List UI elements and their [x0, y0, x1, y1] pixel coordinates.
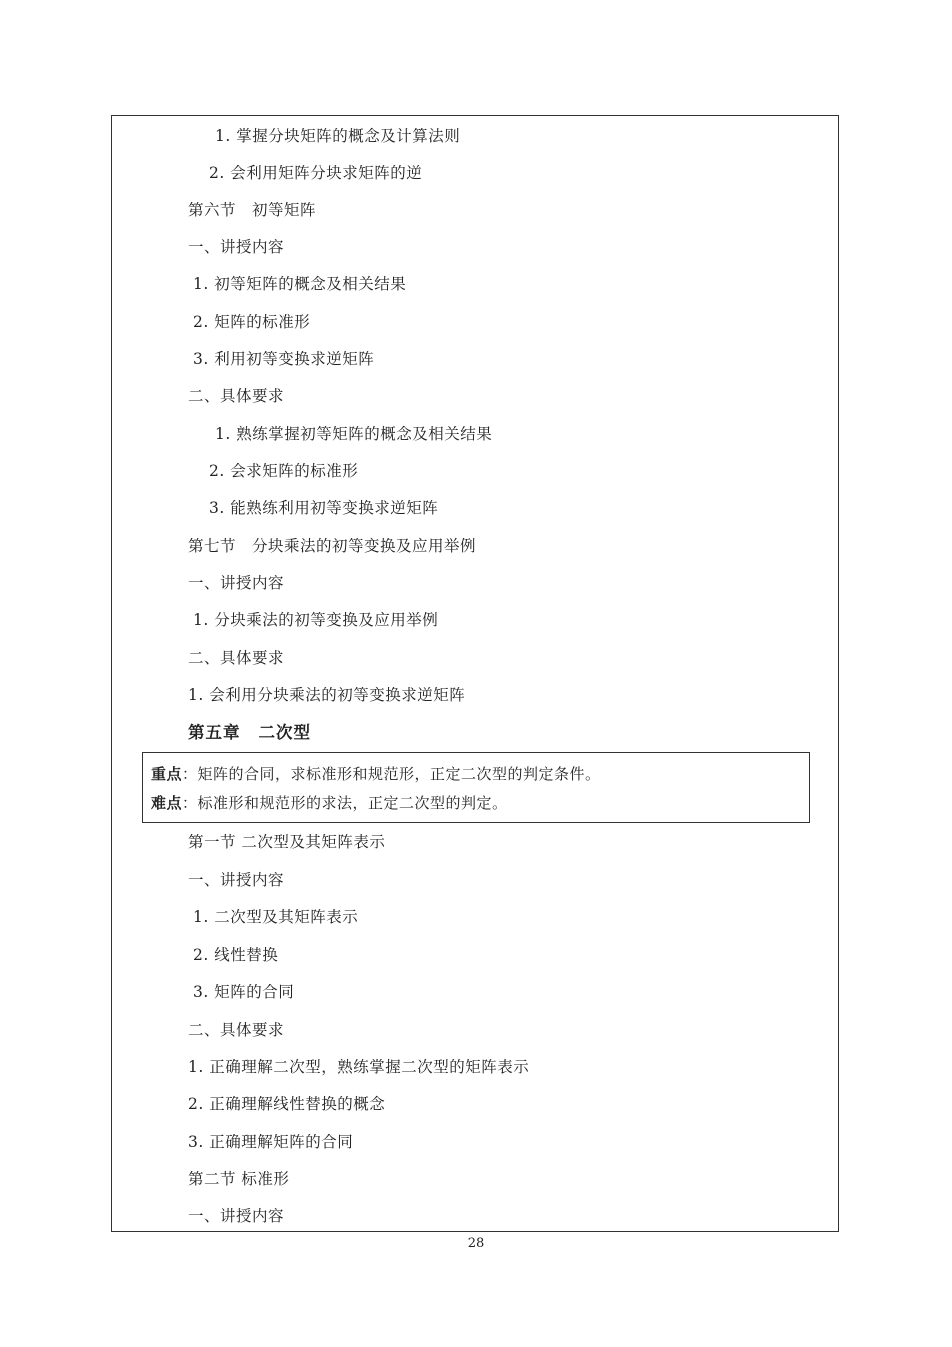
focus-text: ：矩阵的合同，求标准形和规范形，正定二次型的判定条件。	[182, 765, 601, 783]
page-number: 28	[467, 1236, 485, 1251]
section-heading: 第七节 分块乘法的初等变换及应用举例	[188, 537, 477, 555]
chapter-number: 第五章	[188, 723, 241, 742]
list-item: 2. 会求矩阵的标准形	[209, 462, 359, 480]
list-item: 1. 掌握分块矩阵的概念及计算法则	[215, 127, 461, 145]
section-heading: 第六节 初等矩阵	[188, 201, 317, 219]
list-item: 1. 二次型及其矩阵表示	[193, 908, 359, 926]
list-item: 2. 线性替换	[193, 946, 279, 964]
focus-label: 重点	[151, 765, 183, 783]
list-item: 3. 能熟练利用初等变换求逆矩阵	[209, 499, 439, 517]
section-heading: 第一节 二次型及其矩阵表示	[188, 833, 386, 851]
list-item: 2. 矩阵的标准形	[193, 313, 311, 331]
subsection-heading: 二、具体要求	[188, 387, 285, 405]
difficulty-label: 难点	[151, 794, 183, 812]
list-item: 1. 熟练掌握初等矩阵的概念及相关结果	[215, 425, 493, 443]
chapter-title: 二次型	[258, 723, 311, 742]
subsection-heading: 一、讲授内容	[188, 871, 285, 889]
difficulty-text: ：标准形和规范形的求法，正定二次型的判定。	[182, 794, 508, 812]
subsection-heading: 二、具体要求	[188, 649, 285, 667]
list-item: 3. 矩阵的合同	[193, 983, 295, 1001]
list-item: 3. 正确理解矩阵的合同	[188, 1133, 354, 1151]
list-item: 1. 分块乘法的初等变换及应用举例	[193, 611, 439, 629]
list-item: 1. 初等矩阵的概念及相关结果	[193, 275, 407, 293]
subsection-heading: 二、具体要求	[188, 1021, 285, 1039]
list-item: 2. 会利用矩阵分块求矩阵的逆	[209, 164, 423, 182]
list-item: 1. 正确理解二次型，熟练掌握二次型的矩阵表示	[188, 1058, 530, 1076]
list-item: 3. 利用初等变换求逆矩阵	[193, 350, 375, 368]
subsection-heading: 一、讲授内容	[188, 574, 285, 592]
list-item: 1. 会利用分块乘法的初等变换求逆矩阵	[188, 686, 466, 704]
key-points-box	[142, 752, 810, 823]
subsection-heading: 一、讲授内容	[188, 238, 285, 256]
focus-line	[151, 764, 601, 784]
subsection-heading: 一、讲授内容	[188, 1207, 285, 1225]
chapter-heading	[188, 723, 311, 743]
difficulty-line	[151, 793, 508, 813]
list-item: 2. 正确理解线性替换的概念	[188, 1095, 386, 1113]
section-heading: 第二节 标准形	[188, 1170, 290, 1188]
